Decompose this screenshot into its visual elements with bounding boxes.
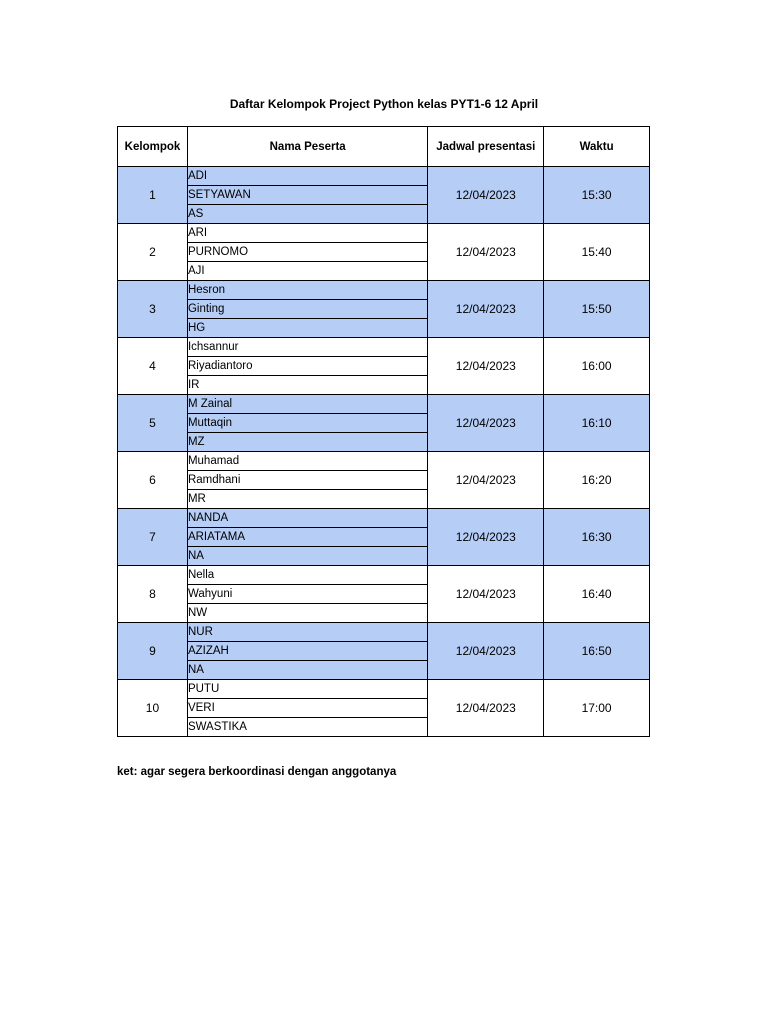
participant-name-cell: AS	[187, 205, 427, 224]
table-row	[118, 224, 650, 243]
header-kelompok: Kelompok	[118, 127, 188, 167]
participant-name-cell: Ichsannur	[187, 338, 427, 357]
participant-name-cell: Ramdhani	[187, 471, 427, 490]
presentation-date-cell: 12/04/2023	[428, 623, 544, 680]
group-schedule-table	[117, 126, 650, 737]
table-row	[118, 395, 650, 414]
table-row	[118, 338, 650, 357]
participant-name-cell: M Zainal	[187, 395, 427, 414]
table-row	[118, 566, 650, 585]
presentation-time-cell: 15:40	[544, 224, 650, 281]
header-waktu: Waktu	[544, 127, 650, 167]
presentation-date-cell: 12/04/2023	[428, 509, 544, 566]
presentation-time-cell: 16:20	[544, 452, 650, 509]
participant-name-cell: Nella	[187, 566, 427, 585]
footnote: ket: agar segera berkoordinasi dengan anggotanya	[117, 766, 397, 778]
participant-name-cell: Wahyuni	[187, 585, 427, 604]
group-number-cell: 1	[118, 167, 188, 224]
participant-name-cell: Riyadiantoro	[187, 357, 427, 376]
participant-name-cell: VERI	[187, 699, 427, 718]
presentation-time-cell: 16:40	[544, 566, 650, 623]
header-nama-peserta: Nama Peserta	[187, 127, 427, 167]
header-jadwal-presentasi: Jadwal presentasi	[428, 127, 544, 167]
participant-name-cell: AJI	[187, 262, 427, 281]
presentation-date-cell: 12/04/2023	[428, 167, 544, 224]
group-number-cell: 9	[118, 623, 188, 680]
participant-name-cell: NA	[187, 547, 427, 566]
participant-name-cell: ARIATAMA	[187, 528, 427, 547]
participant-name-cell: Ginting	[187, 300, 427, 319]
document-title: Daftar Kelompok Project Python kelas PYT1-6 12 April	[229, 97, 539, 111]
table-row	[118, 281, 650, 300]
presentation-date-cell: 12/04/2023	[428, 338, 544, 395]
presentation-time-cell: 17:00	[544, 680, 650, 737]
group-number-cell: 3	[118, 281, 188, 338]
participant-name-cell: NUR	[187, 623, 427, 642]
table-header-row	[118, 127, 650, 167]
presentation-date-cell: 12/04/2023	[428, 452, 544, 509]
participant-name-cell: PURNOMO	[187, 243, 427, 262]
participant-name-cell: AZIZAH	[187, 642, 427, 661]
table-row	[118, 509, 650, 528]
presentation-date-cell: 12/04/2023	[428, 395, 544, 452]
group-number-cell: 8	[118, 566, 188, 623]
participant-name-cell: Muhamad	[187, 452, 427, 471]
participant-name-cell: SETYAWAN	[187, 186, 427, 205]
presentation-time-cell: 16:00	[544, 338, 650, 395]
presentation-time-cell: 16:10	[544, 395, 650, 452]
participant-name-cell: NA	[187, 661, 427, 680]
group-number-cell: 4	[118, 338, 188, 395]
participant-name-cell: MR	[187, 490, 427, 509]
participant-name-cell: NW	[187, 604, 427, 623]
participant-name-cell: HG	[187, 319, 427, 338]
presentation-date-cell: 12/04/2023	[428, 680, 544, 737]
participant-name-cell: NANDA	[187, 509, 427, 528]
group-number-cell: 2	[118, 224, 188, 281]
group-number-cell: 5	[118, 395, 188, 452]
participant-name-cell: PUTU	[187, 680, 427, 699]
presentation-date-cell: 12/04/2023	[428, 566, 544, 623]
presentation-date-cell: 12/04/2023	[428, 281, 544, 338]
participant-name-cell: IR	[187, 376, 427, 395]
participant-name-cell: SWASTIKA	[187, 718, 427, 737]
group-number-cell: 6	[118, 452, 188, 509]
table-row	[118, 167, 650, 186]
table-row	[118, 680, 650, 699]
table-body	[118, 167, 650, 737]
participant-name-cell: ARI	[187, 224, 427, 243]
participant-name-cell: ADI	[187, 167, 427, 186]
participant-name-cell: Hesron	[187, 281, 427, 300]
table-row	[118, 452, 650, 471]
participant-name-cell: Muttaqin	[187, 414, 427, 433]
presentation-date-cell: 12/04/2023	[428, 224, 544, 281]
group-number-cell: 10	[118, 680, 188, 737]
presentation-time-cell: 16:50	[544, 623, 650, 680]
presentation-time-cell: 15:50	[544, 281, 650, 338]
group-number-cell: 7	[118, 509, 188, 566]
presentation-time-cell: 16:30	[544, 509, 650, 566]
table-row	[118, 623, 650, 642]
presentation-time-cell: 15:30	[544, 167, 650, 224]
participant-name-cell: MZ	[187, 433, 427, 452]
